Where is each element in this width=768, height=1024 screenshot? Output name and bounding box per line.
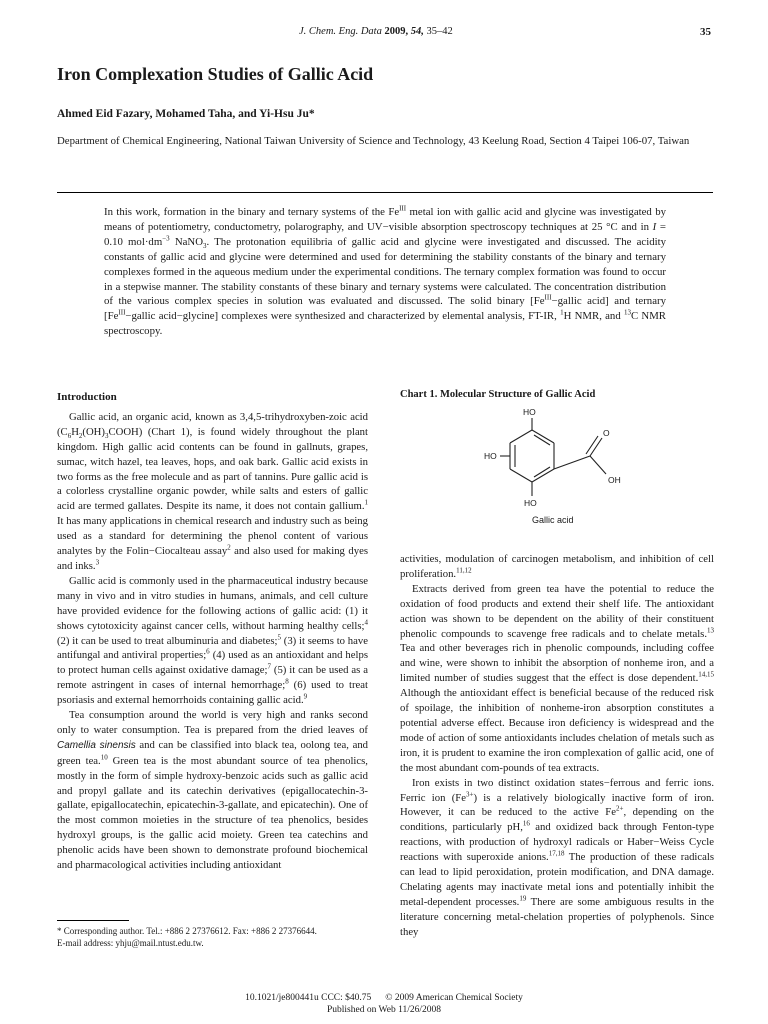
ho-label-top: HO: [523, 407, 536, 417]
copyright-line: © 2009 American Chemical Society: [385, 993, 523, 1003]
ho-label-left: HO: [484, 451, 497, 461]
carboxyl-bond: [554, 456, 590, 469]
page-number: 35: [700, 26, 711, 38]
footnote-divider: [57, 920, 129, 921]
intro-paragraph-3: Tea consumption around the world is very high and ranks second only to water consumption. Tea is prepared from the dried leaves of Camellia sinensis and can be classified into black tea, oolong tea, and green tea.$^{10}$ Green tea is the most abundant source of tea phenolics, mostly in the form of simple hydroxy-benzoic acids such as gallic acid and propyl gallate and its catechin derivatives (epigallocatechin-3-gallate, epigallocatechin, epicatechin-3-gallate, and epicatechin). One of the most common moieties in the structure of tea phenolics, besides hydroxyl groups, is the gallic acid moiety. Green tea catechins and phenolic acids have been shown to demonstrate profound biochemical and pharmacological activities including antioxidant: [57, 709, 369, 872]
right-paragraph-1: activities, modulation of carcinogen metabolism, and inhibition of cell proliferation.$^{11,12}$: [400, 553, 714, 580]
right-column: [400, 552, 714, 940]
published-date: Published on Web 11/26/2008: [326, 1004, 442, 1015]
intro-paragraph-2: Gallic acid is commonly used in the pharmaceutical industry because many in vivo and in vitro studies in humans, animals, and cell culture have provided evidence for the following actions of gallic acid: (1) it shows cytotoxicity against cancer cells, without harming healthy cells;$^4$ (2) it can be used to treat albuminuria and diabetes;$^5$ (3) it seems to have antifungal and antiviral properties;$^6$ (4) used as an antioxidant and helps to protect human cells against oxidative damage;$^7$ (5) it can be used as a remote astringent in cases of internal hemorrhage;$^8$ (6) used to treat psoriasis and external hemorrhoids containing gallic acid.$^9$: [57, 574, 369, 707]
carbonyl-bond: [586, 436, 598, 454]
running-head: [0, 26, 768, 42]
author-email: E-mail address: yhju@mail.ntust.edu.tw.: [57, 937, 204, 948]
introduction-heading: Introduction: [57, 391, 117, 403]
right-paragraph-2: Extracts derived from green tea have the potential to reduce the oxidation of food products and extend their shelf life. The antioxidant action was shown to be dependent on the ability of their constituent phenolic compounds to scavenge free radicals and to chelate metals.$^{13}$ Tea and other beverages rich in phenolic compounds, including coffee and wine, were shown to inhibit the absorption of nonheme iron, and a limited number of studies suggest that the effect is dose dependent.$^{14,15}$ Although the antioxidant effect is beneficial because of the reduced risk of spoilage, the inhibition of nonheme-iron absorption constitutes a potential adverse effect. Because iron deficiency is widespread and the mode of action of some antioxidants includes chelation of metals such as iron, it is prudent to examine the iron complexation of gallic acid, one of the most abundant com-pounds of tea extracts.: [400, 582, 714, 774]
abstract-text: In this work, formation in the binary and ternary systems of the $Fe^{III}$ metal ion with gallic acid and glycine was investigated by means of potentiometry, conductometry, polarography, and UV−visible absorption spectroscopy techniques at 25 °C and in I = 0.10 $mol\cdot dm^{-3}$ NaNO$_3$. The protonation equilibria of gallic acid and glycine were investigated and discussed. The acidity constants of gallic acid and glycine were determined and used for determining the stability constants of the binary and ternary complexes formed in the aqueous medium under the experimental conditions. The ternary complex formation was found to occur in a stepwise manner. The stability constants of these binary and ternary systems were calculated. The concentration distribution of the various complex species in solution was evaluated and discussed. The solid binary [$Fe^{III}-gallic$ acid] and ternary [$Fe^{III}-gallic$ acid−glycine] complexes were synthesized and characterized by elemental analysis, FT-IR, $^1$H NMR, and $^{13}$C NMR spectroscopy.: [104, 204, 667, 338]
corresponding-author: * Corresponding author. Tel.: +886 2 27376612. Fax: +886 2 27376644.: [57, 926, 317, 936]
journal-name: J. Chem. Eng. Data: [299, 26, 382, 37]
species-name: Camellia sinensis: [57, 739, 136, 751]
abstract: [104, 205, 666, 339]
abstract-divider: [57, 192, 713, 193]
right-paragraph-3: Iron exists in two distinct oxidation states−ferrous and ferric ions. Ferric ion $(Fe^{3+})$ is a relatively biologically inactive form of iron. However, it can be reduced to the active $Fe^{2+}$, depending on the conditions, particularly pH,$^{16}$ and oxidized back through Fenton-type reactions, with production of hydroxyl radicals or Haber−Weiss Cycle reactions with superoxide anions.$^{17,18}$ The production of these radicals can lead to lipid peroxidation, protein modification, and DNA damage. Chelating agents may inactivate metal ions and potentially inhibit the metal-dependent processes.$^{19}$ There are some ambiguous results in the literature concerning metal-chelation properties of polyphenols. Since they: [400, 776, 715, 938]
gallic-acid-structure: [470, 404, 640, 544]
left-column: [57, 390, 368, 873]
carboxyl-oh-bond: [590, 456, 606, 474]
journal-volume: 54,: [410, 26, 424, 37]
doi-line: 10.1021/je800441u CCC: $40.75: [245, 993, 372, 1003]
journal-pages: 35–42: [426, 26, 453, 37]
ho-label-bottom: HO: [524, 498, 537, 508]
chart-caption: Chart 1. Molecular Structure of Gallic Acid: [400, 389, 596, 400]
affiliation: Department of Chemical Engineering, National Taiwan University of Science and Technology, 43 Keelung Road, Section 4 Taipei 106-07, Taiwan: [57, 135, 690, 147]
compound-name: Gallic acid: [532, 515, 574, 525]
journal-year: 2009,: [384, 26, 409, 37]
ring-bond: [510, 469, 532, 482]
footnote: [57, 926, 368, 949]
ring-bond: [510, 430, 532, 443]
journal-citation: [299, 26, 453, 37]
publication-info: [0, 993, 768, 1016]
oh-label: OH: [608, 475, 621, 485]
article-title: Iron Complexation Studies of Gallic Acid: [57, 64, 374, 84]
intro-paragraph-1: Gallic acid, an organic acid, known as 3,4,5-trihydroxyben-zoic acid $(C_6H_2(OH)_3COOH)$ (Chart 1), is found widely throughout the plant kingdom. High gallic acid contents can be found in gallnuts, grapes, sumac, witch hazel, tea leaves, hops, and oak bark. Gallic acid exists in two forms as the free molecule and as part of tannins. Pure gallic acid is a colorless crystalline organic powder, while salts and esters of gallic acid are termed gallates. Despite its name, it does not contain gallium.$^1$ It has many applications in chemical research and industry such as being used as a standard for determining the phenol content of various analytes by the Folin−Ciocalteau assay$^2$ and also used for making dyes and inks.$^3$: [57, 410, 368, 572]
o-label: O: [603, 428, 610, 438]
carbonyl-bond: [590, 438, 602, 456]
author-list: Ahmed Eid Fazary, Mohamed Taha, and Yi-Hsu Ju*: [57, 108, 315, 120]
